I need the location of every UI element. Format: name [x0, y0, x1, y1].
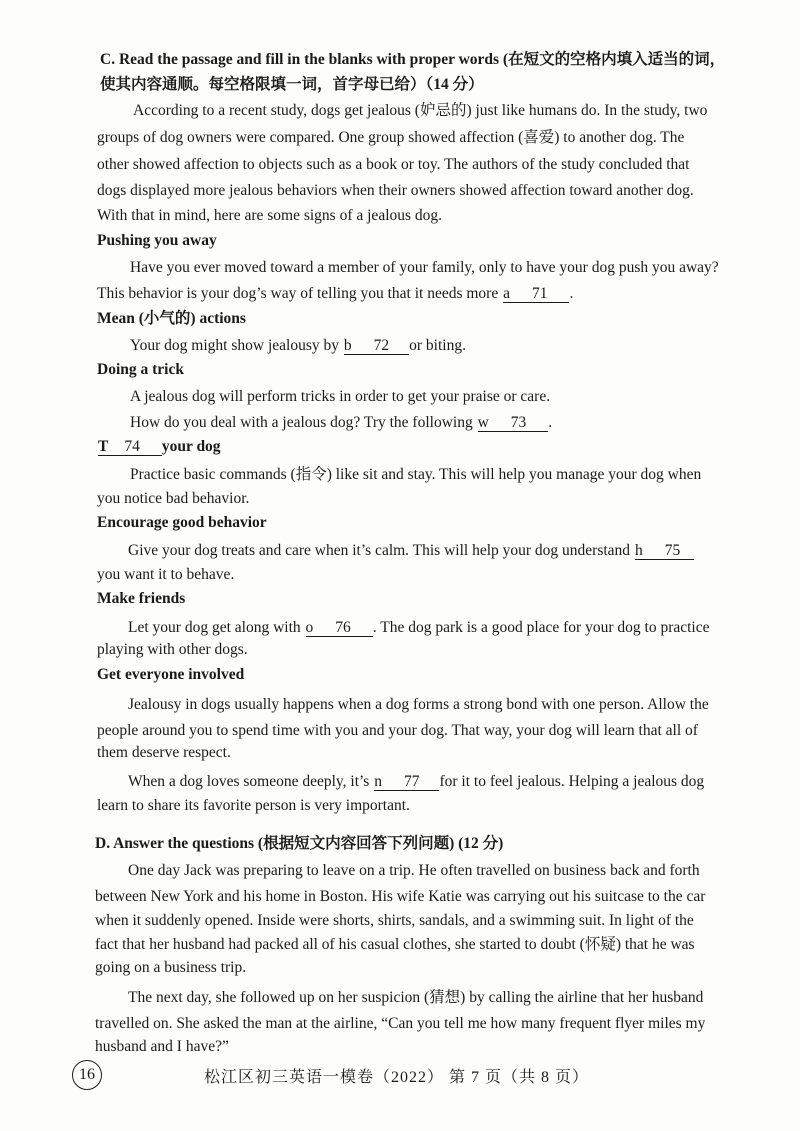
train-line-1: Practice basic commands (指令) like sit and stay. This will help you manage your dog when: [130, 466, 702, 483]
section-c-heading-line1: C. Read the passage and fill in the blanks with proper words (在短文的空格内填入适当的词，: [100, 51, 726, 68]
pushing-line-2: [97, 284, 573, 304]
page-circle-number: 16: [72, 1060, 102, 1090]
everyone-line-2: people around you to spend time with you and your dog. That way, your dog will learn that all of: [97, 722, 698, 739]
love-line-1-text: When a dog loves someone deeply, it’s: [128, 773, 370, 790]
blank-73[interactable]: [478, 414, 549, 432]
d-p1-line-5: going on a business trip.: [95, 959, 247, 976]
d-p1-line-1: One day Jack was preparing to leave on a trip. He often travelled on business back and forth: [128, 862, 700, 879]
blank-75-letter: h: [634, 542, 643, 559]
mean-line-text: Your dog might show jealousy by: [130, 337, 339, 354]
blank-76[interactable]: [306, 619, 373, 637]
train-line-2: you notice bad behavior.: [97, 490, 250, 507]
blank-71-number: 71: [531, 285, 548, 302]
encourage-line-1: [128, 541, 694, 561]
subheading-train: [97, 437, 221, 457]
friends-line-1-end: . The dog park is a good place for your dog to practice: [372, 619, 710, 636]
everyone-line-1: Jealousy in dogs usually happens when a dog forms a strong bond with one person. Allow the: [128, 696, 709, 713]
blank-75[interactable]: [635, 542, 694, 560]
blank-73-number: 73: [510, 414, 527, 431]
blank-73-letter: w: [477, 414, 489, 431]
subheading-mean: Mean (小气的) actions: [97, 310, 246, 327]
trick-line-2: [130, 413, 552, 433]
blank-74-number: 74: [124, 438, 140, 455]
subheading-trick: Doing a trick: [97, 361, 184, 378]
blank-72-number: 72: [373, 337, 390, 354]
blank-77[interactable]: [374, 773, 439, 791]
mean-line-1: [130, 336, 466, 356]
subheading-train-text: your dog: [161, 438, 221, 455]
intro-line-4: dogs displayed more jealous behaviors when their owners showed affection toward another dog.: [97, 182, 694, 199]
subheading-friends: Make friends: [97, 590, 186, 607]
pushing-line-2-end: .: [569, 285, 574, 302]
d-p2-line-1: The next day, she followed up on her suspicion (猜想) by calling the airline that her husband: [128, 989, 704, 1006]
d-p1-line-2: between New York and his home in Boston. His wife Katie was carrying out his suitcase to the car: [95, 888, 706, 905]
d-p2-line-3: husband and I have?”: [95, 1038, 229, 1055]
blank-75-number: 75: [664, 542, 681, 559]
intro-line-5: With that in mind, here are some signs of a jealous dog.: [97, 207, 443, 224]
blank-77-letter: n: [374, 773, 382, 790]
pushing-line-2-text: This behavior is your dog’s way of telling you that it needs more: [97, 285, 499, 302]
intro-line-2: groups of dog owners were compared. One group showed affection (喜爱) to another dog. The: [97, 129, 685, 146]
friends-line-1: [128, 618, 709, 638]
subheading-pushing: Pushing you away: [97, 232, 217, 249]
everyone-line-3: them deserve respect.: [97, 744, 231, 761]
blank-74-letter: T: [98, 438, 109, 455]
love-line-2: learn to share its favorite person is very important.: [97, 797, 410, 814]
blank-74[interactable]: [98, 438, 162, 456]
love-line-1: [128, 772, 704, 792]
blank-71[interactable]: [503, 285, 569, 303]
subheading-everyone: Get everyone involved: [97, 666, 245, 683]
subheading-encourage: Encourage good behavior: [97, 514, 267, 531]
intro-line-3: other showed affection to objects such as a book or toy. The authors of the study concluded that: [97, 156, 690, 173]
d-p1-line-4: fact that her husband had packed all of his casual clothes, she started to doubt (怀疑) that he was: [95, 936, 695, 953]
section-d-heading: D. Answer the questions (根据短文内容回答下列问题) (12 分): [95, 835, 504, 852]
blank-71-letter: a: [503, 285, 510, 302]
d-p1-line-3: when it suddenly opened. Inside were shorts, shirts, sandals, and a swimming suit. In light of the: [95, 912, 694, 929]
page-footer: 松江区初三英语一模卷（2022） 第 7 页（共 8 页）: [204, 1069, 590, 1086]
trick-line-2-end: .: [548, 414, 553, 431]
pushing-line-1: Have you ever moved toward a member of your family, only to have your dog push you away?: [130, 259, 719, 276]
trick-line-1: A jealous dog will perform tricks in order to get your praise or care.: [130, 388, 551, 405]
blank-72[interactable]: [344, 337, 409, 355]
trick-line-2-text: How do you deal with a jealous dog? Try the following: [130, 414, 473, 431]
section-c-heading-line2: 使其内容通顺。每空格限填一词，首字母已给）（14 分）: [100, 76, 484, 93]
encourage-line-2: you want it to behave.: [97, 566, 235, 583]
encourage-line-1-text: Give your dog treats and care when it’s calm. This will help your dog understand: [128, 542, 631, 559]
friends-line-2: playing with other dogs.: [97, 641, 248, 658]
friends-line-1-text: Let your dog get along with: [128, 619, 301, 636]
love-line-1-end: for it to feel jealous. Helping a jealous dog: [439, 773, 705, 790]
blank-76-letter: o: [305, 619, 314, 636]
blank-77-number: 77: [403, 773, 420, 790]
blank-76-number: 76: [335, 619, 351, 636]
blank-72-letter: b: [343, 337, 352, 354]
mean-line-end: or biting.: [409, 337, 466, 354]
d-p2-line-2: travelled on. She asked the man at the airline, “Can you tell me how many frequent flyer miles my: [95, 1015, 706, 1032]
intro-line-1: According to a recent study, dogs get jealous (妒忌的) just like humans do. In the study, two: [133, 102, 708, 119]
